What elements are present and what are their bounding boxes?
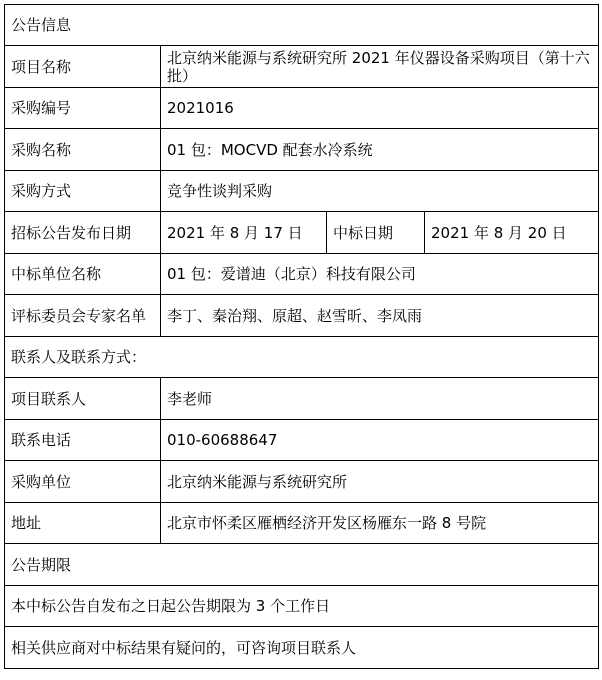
contact-unit-value: 北京纳米能源与系统研究所 xyxy=(161,461,599,503)
section-contact-row xyxy=(5,337,599,378)
contact-phone-value: 010-60688647 xyxy=(161,420,599,461)
section-period-row xyxy=(5,544,599,586)
table-row xyxy=(5,212,599,254)
winner-label: 中标单位名称 xyxy=(5,254,161,295)
table-row xyxy=(5,254,599,295)
purchase-method-label: 采购方式 xyxy=(5,171,161,212)
purchase-name-label: 采购名称 xyxy=(5,129,161,171)
section-period: 公告期限 xyxy=(5,544,599,586)
contact-unit-label: 采购单位 xyxy=(5,461,161,503)
section-notice-info: 公告信息 xyxy=(5,5,599,46)
table-row xyxy=(5,420,599,461)
experts-label: 评标委员会专家名单 xyxy=(5,295,161,337)
purchase-no-value: 2021016 xyxy=(161,88,599,129)
announce-date-label: 招标公告发布日期 xyxy=(5,212,161,254)
winner-value: 01 包：爱谱迪（北京）科技有限公司 xyxy=(161,254,599,295)
contact-address-value: 北京市怀柔区雁栖经济开发区杨雁东一路 8 号院 xyxy=(161,503,599,544)
table-row xyxy=(5,627,599,669)
table-row xyxy=(5,171,599,212)
award-date-label: 中标日期 xyxy=(327,212,425,254)
table-row xyxy=(5,295,599,337)
section-contact: 联系人及联系方式： xyxy=(5,337,599,378)
announce-date-value: 2021 年 8 月 17 日 xyxy=(161,212,327,254)
table-row xyxy=(5,129,599,171)
table-row xyxy=(5,46,599,88)
contact-person-label: 项目联系人 xyxy=(5,378,161,420)
table-row xyxy=(5,586,599,627)
contact-person-value: 李老师 xyxy=(161,378,599,420)
purchase-method-value: 竞争性谈判采购 xyxy=(161,171,599,212)
project-name-value: 北京纳米能源与系统研究所 2021 年仪器设备采购项目（第十六批） xyxy=(161,46,599,88)
table-row xyxy=(5,461,599,503)
purchase-no-label: 采购编号 xyxy=(5,88,161,129)
inquiry-text: 相关供应商对中标结果有疑问的，可咨询项目联系人 xyxy=(5,627,599,669)
period-text: 本中标公告自发布之日起公告期限为 3 个工作日 xyxy=(5,586,599,627)
section-notice-info-row xyxy=(5,5,599,46)
table-row xyxy=(5,503,599,544)
table-row xyxy=(5,378,599,420)
award-notice-table xyxy=(4,4,599,669)
experts-value: 李丁、秦治翔、原超、赵雪昕、李凤雨 xyxy=(161,295,599,337)
table-row xyxy=(5,88,599,129)
contact-address-label: 地址 xyxy=(5,503,161,544)
purchase-name-value: 01 包：MOCVD 配套水冷系统 xyxy=(161,129,599,171)
project-name-label: 项目名称 xyxy=(5,46,161,88)
contact-phone-label: 联系电话 xyxy=(5,420,161,461)
award-date-value: 2021 年 8 月 20 日 xyxy=(425,212,599,254)
